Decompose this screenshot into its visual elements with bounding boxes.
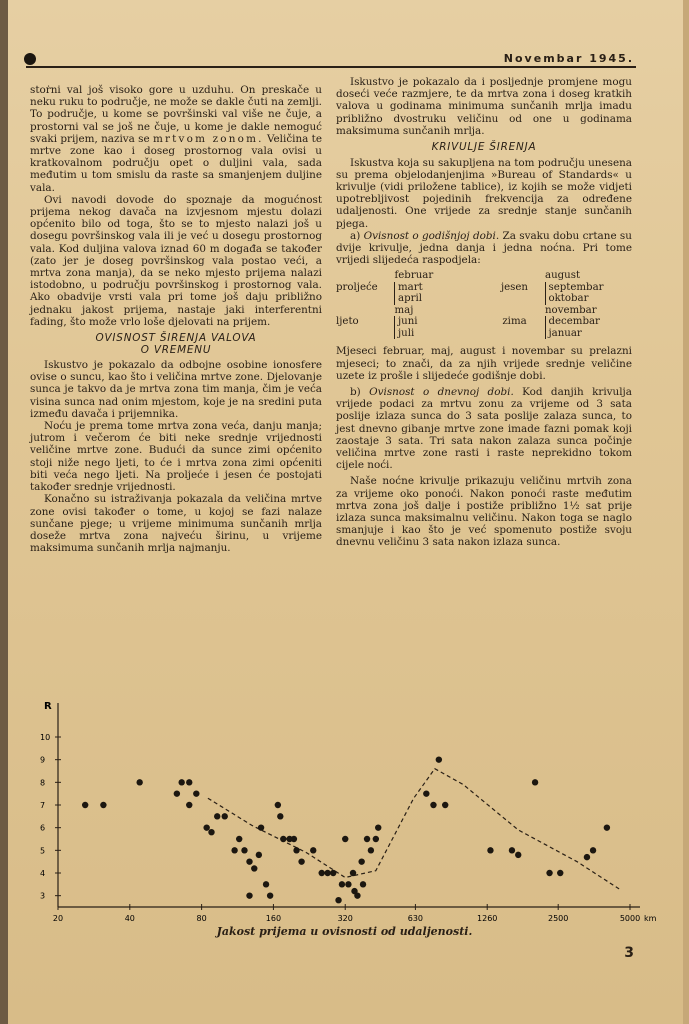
right-paragraph-5 [336,386,632,471]
y-tick-label: 7 [40,801,46,810]
data-point [293,847,299,853]
data-point [241,847,247,853]
data-point [515,852,521,858]
right-paragraph-2: Iskustva koja su sakupljena na tom području unesena su prema objelodanjenjima »Bureau of Standards« u krivulje (vidi priložene tablice), iz kojih se može vidjeti upotrebljivost pojedinih frekvencija za određene udaljenosti. One vrijede za srednje stanje sunčanih pjega. [336,156,632,230]
season-spring: proljeće [336,281,378,293]
data-point [203,824,209,830]
data-point [436,756,442,762]
dead-zone-term: mrtvom zonom. [152,132,264,145]
chart-caption: Jakost prijema u ovisnosti od udaljenosti. [216,925,473,938]
page-edge-right [683,0,689,1024]
y-tick-label: 4 [40,869,46,878]
page-number: 3 [624,945,634,961]
data-point [186,802,192,808]
right-paragraph-4: Mjeseci februar, maj, august i novembar su prelazni mjeseci; to znači, da za njih vrijede srednje veličine uzete iz prošle i slijedeće godišnje dobi. [336,345,632,382]
data-point [335,897,341,903]
section-title-line-1: OVISNOST ŠIRENJA VALOVA [95,332,257,345]
data-point [193,790,199,796]
data-point [258,824,264,830]
data-point [275,802,281,808]
data-point [236,836,242,842]
data-point [186,779,192,785]
month-jul: juli [395,328,485,340]
right-column [336,76,632,549]
item-b-marker: b) [350,385,361,398]
x-tick-label: 5000 [619,914,641,923]
month-feb: februar [394,270,434,282]
data-point [298,858,304,864]
data-point [373,836,379,842]
y-axis-label: R [44,701,52,712]
section-title-time [30,333,322,356]
y-tick-label: 10 [40,733,51,742]
data-point [174,790,180,796]
data-point [364,836,370,842]
data-point [590,847,596,853]
data-point [324,870,330,876]
data-point [368,847,374,853]
page-edge-shadow [0,0,8,1024]
right-paragraph-3 [336,230,632,267]
x-tick-label: 320 [337,914,353,923]
left-paragraph-1 [30,84,322,194]
data-point [442,802,448,808]
chart-svg [30,695,660,925]
y-tick-label: 6 [40,823,46,833]
left-paragraph-3: Iskustvo je pokazalo da odbojne osobine ionosfere ovise o suncu, kao što i veličina mrtve zone. Djelovanje sunca je takvo da je mrtva zona tim manja, čim je veća visina sunca nad onim mjestom, koje je na sredini puta između davača i prijemnika. [30,359,322,420]
month-mar: mart [395,282,485,294]
left-paragraph-2: Ovi navodi dovode do spoznaje da mogućnost prijema nekog davača na izvjesnom mjestu dolazi općenito bilo od toga, što se to mjesto nalazi još u dosegu površinskog vala ili je već u dosegu prostornog vala. Kod duljina valova iznad 60 m događa se također (zato jer je doseg površinskog vala postao veći, a mrtva zona manja), da se neko mjesto prijema nalazi istodobno, u području površinskog i prostornog vala. Ako obadvije vrsti vala pri tome još daju približno jednaku jakost prijema, nastaje jaki interferentni fading, što može vrlo loše djelovati na prijem. [30,193,322,328]
data-point [251,865,257,871]
y-tick-label: 8 [40,778,46,788]
data-point [222,813,228,819]
data-point [584,854,590,860]
data-point [342,836,348,842]
data-point [319,870,325,876]
month-jun: juni [395,316,485,328]
section-title-line-2: O VREMENU [140,343,212,356]
data-point [178,779,184,785]
data-point [509,847,515,853]
data-point [310,847,316,853]
data-point [345,881,351,887]
x-tick-label: 40 [124,914,135,923]
month-apr: april [395,293,485,305]
header-date: Novembar 1945. [503,52,634,65]
month-aug: august [545,270,581,282]
signal-strength-chart [30,695,660,940]
right-paragraph-1: Iskustvo je pokazalo da i posljednje promjene mogu doseći veće razmjere, te da mrtva zona i doseg kratkih valova u godinama minimuma sunčanih mrlja imadu približno dvostruku veličinu od one u godinama maksimuma sunčanih mrlja. [336,76,632,137]
data-point [280,836,286,842]
y-tick-label: 5 [40,846,46,856]
item-b-text: Kod danjih krivulja vrijede podaci za mrtvu zonu za vrijeme od 3 sata poslije izlaza sunca do 3 sata poslije zalaza sunca, to jest dnevno gibanje mrtve zone imade fazni pomak koji zaostaje 3 sata. Tri sata nakon zalaza sunca počinje veličina mrtve zone rasti i raste neprekidno tokom cijele noći. [336,385,632,472]
right-paragraph-6: Naše noćne krivulje prikazuju veličinu mrtvih zona za vrijeme oko ponoći. Nakon ponoći raste međutim mrtva zona još dalje i postiže približno 1½ sat prije izlaza sunca maksimalnu veličinu. Nakon toga se naglo smanjuje i kao što je već spomenuto postiže svoju dnevnu veličinu 3 sata nakon izlaza sunca. [336,475,632,549]
x-tick-label: 1260 [477,914,498,923]
y-tick-label: 9 [40,755,46,765]
left-paragraph-5: Konačno su istraživanja pokazala da veličina mrtve zone ovisi također o tome, u kojoj se fazi nalaze sunčane pjege; u vrijeme minimuma sunčanih mrlja doseže mrtva zona najveću širinu, u vrijeme maksimuma sunčanih mrlja najmanju. [30,493,322,555]
season-summer: ljeto [336,316,359,328]
data-point [358,858,364,864]
data-point [267,892,273,898]
data-point [557,870,563,876]
data-point [546,870,552,876]
data-point [330,870,336,876]
left-paragraph-4: Noću je prema tome mrtva zona veća, danju manja; jutrom i večerom će biti neke srednje vrijednosti veličine mrtve zone. Budući da sunce zimi općenito stoji niže nego ljeti, to će i mrtva zona zimi općeniti biti veća nego ljeti. Na proljeće i jesen će postojati također srednje vrijednosti. [30,420,322,494]
data-point [277,813,283,819]
trend-line [208,769,619,889]
data-point [375,824,381,830]
x-tick-label: 20 [52,914,64,923]
left-p1-text: stoṙni val još visoko gore u uzduhu. On preskače u neku ruku to područje, ne može se dakle čuti na zemlji. To područje, u kome se površinski val više ne čuje, a prostorni val se još ne čuje, u kome je dakle nemoguć svaki prijem, naziva se [30,84,322,145]
data-point [339,881,345,887]
season-autumn: jesen [500,281,528,293]
month-may: maj [394,304,414,316]
month-dec: decembar [545,316,632,328]
item-a-title: Ovisnost o godišnjoj dobi. [363,229,500,242]
x-tick-label: 80 [196,914,207,923]
data-point [532,779,538,785]
data-point [136,779,142,785]
month-sep: septembar [545,282,632,294]
y-tick-label: 3 [40,891,46,901]
data-point [263,881,269,887]
month-oct: oktobar [545,293,632,305]
x-tick-label: 160 [265,914,282,923]
data-point [82,802,88,808]
data-point [487,847,493,853]
left-column [30,84,322,554]
left-p1-end: Veličina te mrtve zone kao i doseg prostornog vala ovisi u kratkovalnom području opet o duljini vala, sada međutim u tom smislu da raste sa smanjenjem duljine vala. [30,132,322,194]
data-point [208,829,214,835]
season-winter: zima [502,316,527,328]
data-point [360,881,366,887]
month-jan: januar [545,328,632,340]
x-tick-label: 630 [407,914,424,923]
data-point [604,824,610,830]
data-point [214,813,220,819]
data-point [430,802,436,808]
section-title-curves: KRIVULJE ŠIRENJA [431,141,537,154]
data-point [246,858,252,864]
data-point [354,892,360,898]
header-bullet-icon [24,53,36,65]
month-nov: novembar [545,304,597,316]
data-point [350,870,356,876]
x-tick-label: 2500 [548,914,569,923]
x-unit-label: km [644,914,657,923]
data-point [231,847,237,853]
header-rule [26,66,636,68]
data-point [100,802,106,808]
data-point [291,836,297,842]
season-distribution-table [336,270,632,339]
item-b-title: Ovisnost o dnevnoj dobi. [369,385,514,398]
data-point [423,790,429,796]
item-a-marker: a) [350,229,361,242]
item-a-text: Za svaku dobu crtane su dvije krivulje, jedna danja i jedna noćna. Pri tome vrijedi slijedeća raspodjela: [336,229,632,267]
data-point [256,852,262,858]
data-point [246,892,252,898]
